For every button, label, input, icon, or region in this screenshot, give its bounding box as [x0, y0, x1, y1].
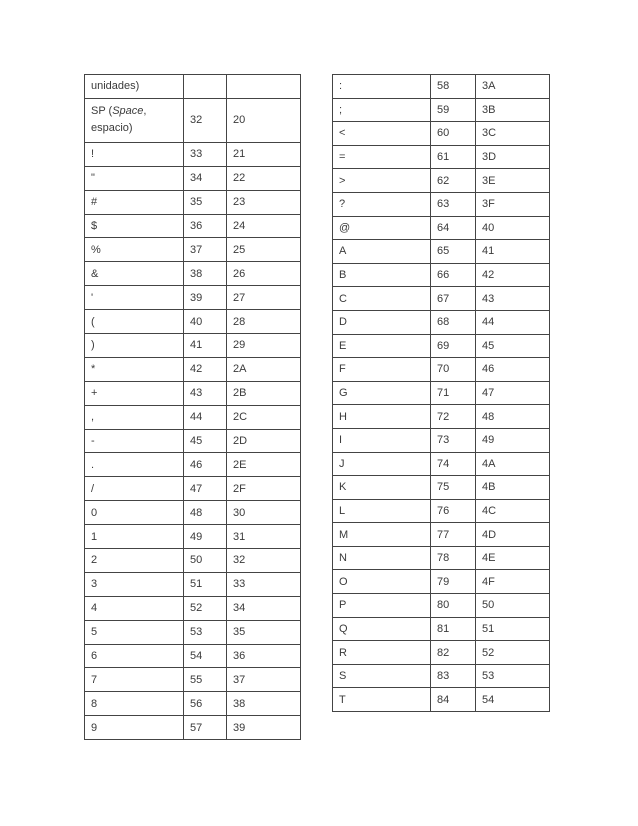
dec-cell: 46	[184, 453, 227, 477]
hex-cell: 4B	[476, 476, 550, 500]
dec-cell: 43	[184, 381, 227, 405]
char-cell: L	[333, 499, 431, 523]
table-row	[85, 381, 301, 405]
char-cell: 3	[85, 572, 184, 596]
char-cell: M	[333, 523, 431, 547]
hex-cell: 4E	[476, 546, 550, 570]
table-row	[333, 192, 550, 216]
char-cell: 0	[85, 501, 184, 525]
hex-cell: 31	[227, 525, 301, 549]
hex-cell: 3A	[476, 75, 550, 99]
char-cell: E	[333, 334, 431, 358]
char-cell: D	[333, 310, 431, 334]
dec-cell: 57	[184, 716, 227, 740]
header-cell-dec	[184, 75, 227, 99]
table-row	[85, 405, 301, 429]
table-row	[85, 549, 301, 573]
hex-cell: 45	[476, 334, 550, 358]
table-row	[333, 428, 550, 452]
dec-cell: 59	[431, 98, 476, 122]
ascii-table-right	[332, 74, 550, 712]
table-row	[333, 310, 550, 334]
table-row	[333, 98, 550, 122]
ascii-table-left	[84, 74, 301, 740]
dec-cell: 37	[184, 238, 227, 262]
dec-cell: 82	[431, 641, 476, 665]
hex-cell: 20	[227, 98, 301, 142]
table-row	[333, 122, 550, 146]
dec-cell: 48	[184, 501, 227, 525]
table-row	[85, 142, 301, 166]
char-text: SP (	[91, 105, 113, 118]
dec-cell: 71	[431, 381, 476, 405]
hex-cell: 3D	[476, 145, 550, 169]
hex-cell: 41	[476, 240, 550, 264]
hex-cell: 2E	[227, 453, 301, 477]
table-row	[333, 452, 550, 476]
dec-cell: 81	[431, 617, 476, 641]
dec-cell: 68	[431, 310, 476, 334]
dec-cell: 51	[184, 572, 227, 596]
dec-cell: 78	[431, 546, 476, 570]
char-cell: Q	[333, 617, 431, 641]
ascii-table-left-body	[85, 75, 301, 740]
table-row-space	[85, 98, 301, 142]
dec-cell: 54	[184, 644, 227, 668]
dec-cell: 36	[184, 214, 227, 238]
char-cell: #	[85, 190, 184, 214]
table-row	[85, 525, 301, 549]
dec-cell: 32	[184, 98, 227, 142]
char-cell: 7	[85, 668, 184, 692]
dec-cell: 39	[184, 286, 227, 310]
char-cell: :	[333, 75, 431, 99]
hex-cell: 54	[476, 688, 550, 712]
table-row	[333, 499, 550, 523]
char-cell: @	[333, 216, 431, 240]
table-row	[333, 240, 550, 264]
hex-cell: 25	[227, 238, 301, 262]
hex-cell: 32	[227, 549, 301, 573]
char-cell: A	[333, 240, 431, 264]
dec-cell: 35	[184, 190, 227, 214]
hex-cell: 4C	[476, 499, 550, 523]
dec-cell: 47	[184, 477, 227, 501]
hex-cell: 22	[227, 166, 301, 190]
dec-cell: 75	[431, 476, 476, 500]
hex-cell: 26	[227, 262, 301, 286]
char-cell: R	[333, 641, 431, 665]
hex-cell: 4D	[476, 523, 550, 547]
table-row	[333, 688, 550, 712]
char-cell: $	[85, 214, 184, 238]
hex-cell: 3B	[476, 98, 550, 122]
char-cell: =	[333, 145, 431, 169]
table-row	[85, 644, 301, 668]
dec-cell: 76	[431, 499, 476, 523]
dec-cell: 41	[184, 334, 227, 358]
dec-cell: 44	[184, 405, 227, 429]
char-cell: 9	[85, 716, 184, 740]
hex-cell: 29	[227, 334, 301, 358]
dec-cell: 65	[431, 240, 476, 264]
char-cell: .	[85, 453, 184, 477]
dec-cell: 84	[431, 688, 476, 712]
hex-cell: 39	[227, 716, 301, 740]
table-row	[333, 523, 550, 547]
table-row	[85, 262, 301, 286]
hex-cell: 33	[227, 572, 301, 596]
dec-cell: 45	[184, 429, 227, 453]
char-text-tail: ,	[143, 105, 147, 118]
hex-cell: 28	[227, 310, 301, 334]
table-row	[333, 476, 550, 500]
dec-cell: 72	[431, 405, 476, 429]
hex-cell: 52	[476, 641, 550, 665]
hex-cell: 2B	[227, 381, 301, 405]
dec-cell: 74	[431, 452, 476, 476]
char-italic-text: Space	[112, 105, 144, 118]
char-cell-space	[85, 98, 184, 142]
char-cell: C	[333, 287, 431, 311]
table-row	[85, 596, 301, 620]
hex-cell: 50	[476, 594, 550, 618]
table-row	[85, 238, 301, 262]
dec-cell: 58	[431, 75, 476, 99]
table-row	[85, 620, 301, 644]
table-row	[333, 405, 550, 429]
table-row	[85, 453, 301, 477]
table-row	[333, 594, 550, 618]
char-cell: K	[333, 476, 431, 500]
table-row	[333, 145, 550, 169]
char-cell: 1	[85, 525, 184, 549]
char-cell: T	[333, 688, 431, 712]
table-row	[333, 358, 550, 382]
dec-cell: 80	[431, 594, 476, 618]
char-cell: J	[333, 452, 431, 476]
dec-cell: 69	[431, 334, 476, 358]
dec-cell: 55	[184, 668, 227, 692]
dec-cell: 73	[431, 428, 476, 452]
header-cell-hex	[227, 75, 301, 99]
char-cell: 2	[85, 549, 184, 573]
hex-cell: 42	[476, 263, 550, 287]
char-cell: -	[85, 429, 184, 453]
char-cell: 5	[85, 620, 184, 644]
table-row	[85, 286, 301, 310]
dec-cell: 33	[184, 142, 227, 166]
table-header-row	[85, 75, 301, 99]
table-row	[333, 641, 550, 665]
hex-cell: 3C	[476, 122, 550, 146]
dec-cell: 66	[431, 263, 476, 287]
table-row	[85, 310, 301, 334]
hex-cell: 48	[476, 405, 550, 429]
dec-cell: 61	[431, 145, 476, 169]
dec-cell: 63	[431, 192, 476, 216]
hex-cell: 37	[227, 668, 301, 692]
hex-cell: 34	[227, 596, 301, 620]
table-row	[85, 357, 301, 381]
dec-cell: 40	[184, 310, 227, 334]
char-cell: &	[85, 262, 184, 286]
char-cell: '	[85, 286, 184, 310]
hex-cell: 47	[476, 381, 550, 405]
char-cell: >	[333, 169, 431, 193]
char-cell: F	[333, 358, 431, 382]
dec-cell: 53	[184, 620, 227, 644]
dec-cell: 77	[431, 523, 476, 547]
char-cell: P	[333, 594, 431, 618]
hex-cell: 21	[227, 142, 301, 166]
char-cell: B	[333, 263, 431, 287]
char-cell: G	[333, 381, 431, 405]
table-row	[333, 75, 550, 99]
char-cell: O	[333, 570, 431, 594]
hex-cell: 40	[476, 216, 550, 240]
hex-cell: 24	[227, 214, 301, 238]
hex-cell: 23	[227, 190, 301, 214]
char-cell: I	[333, 428, 431, 452]
hex-cell: 4F	[476, 570, 550, 594]
table-row	[333, 617, 550, 641]
table-row	[333, 287, 550, 311]
ascii-table-right-body	[333, 75, 550, 712]
char-cell: ?	[333, 192, 431, 216]
hex-cell: 51	[476, 617, 550, 641]
hex-cell: 27	[227, 286, 301, 310]
dec-cell: 70	[431, 358, 476, 382]
char-cell: +	[85, 381, 184, 405]
dec-cell: 60	[431, 122, 476, 146]
table-row	[85, 429, 301, 453]
char-cell: !	[85, 142, 184, 166]
char-cell: *	[85, 357, 184, 381]
table-row	[85, 692, 301, 716]
table-row	[333, 263, 550, 287]
header-cell-char: unidades)	[85, 75, 184, 99]
dec-cell: 52	[184, 596, 227, 620]
char-cell: ,	[85, 405, 184, 429]
char-cell: 8	[85, 692, 184, 716]
char-cell: S	[333, 664, 431, 688]
hex-cell: 43	[476, 287, 550, 311]
hex-cell: 4A	[476, 452, 550, 476]
dec-cell: 67	[431, 287, 476, 311]
table-row	[85, 214, 301, 238]
table-row	[333, 169, 550, 193]
table-row	[85, 668, 301, 692]
table-row	[85, 334, 301, 358]
hex-cell: 3E	[476, 169, 550, 193]
dec-cell: 83	[431, 664, 476, 688]
hex-cell: 2D	[227, 429, 301, 453]
hex-cell: 53	[476, 664, 550, 688]
table-row	[333, 216, 550, 240]
table-row	[333, 664, 550, 688]
hex-cell: 38	[227, 692, 301, 716]
table-row	[85, 716, 301, 740]
char-cell: 4	[85, 596, 184, 620]
table-row	[333, 546, 550, 570]
dec-cell: 56	[184, 692, 227, 716]
table-row	[333, 334, 550, 358]
char-cell: %	[85, 238, 184, 262]
char-text-line2: espacio)	[91, 122, 133, 135]
table-row	[85, 572, 301, 596]
char-cell: "	[85, 166, 184, 190]
char-cell: (	[85, 310, 184, 334]
hex-cell: 2F	[227, 477, 301, 501]
hex-cell: 2C	[227, 405, 301, 429]
dec-cell: 38	[184, 262, 227, 286]
dec-cell: 34	[184, 166, 227, 190]
hex-cell: 35	[227, 620, 301, 644]
table-row	[85, 477, 301, 501]
table-row	[333, 570, 550, 594]
table-row	[85, 166, 301, 190]
char-cell: /	[85, 477, 184, 501]
char-cell: <	[333, 122, 431, 146]
table-row	[85, 190, 301, 214]
hex-cell: 2A	[227, 357, 301, 381]
hex-cell: 44	[476, 310, 550, 334]
char-cell: 6	[85, 644, 184, 668]
dec-cell: 64	[431, 216, 476, 240]
dec-cell: 50	[184, 549, 227, 573]
dec-cell: 79	[431, 570, 476, 594]
char-cell: N	[333, 546, 431, 570]
char-cell: H	[333, 405, 431, 429]
dec-cell: 62	[431, 169, 476, 193]
hex-cell: 46	[476, 358, 550, 382]
char-cell: )	[85, 334, 184, 358]
hex-cell: 30	[227, 501, 301, 525]
char-cell: ;	[333, 98, 431, 122]
hex-cell: 3F	[476, 192, 550, 216]
dec-cell: 42	[184, 357, 227, 381]
hex-cell: 36	[227, 644, 301, 668]
hex-cell: 49	[476, 428, 550, 452]
table-row	[333, 381, 550, 405]
table-row	[85, 501, 301, 525]
dec-cell: 49	[184, 525, 227, 549]
